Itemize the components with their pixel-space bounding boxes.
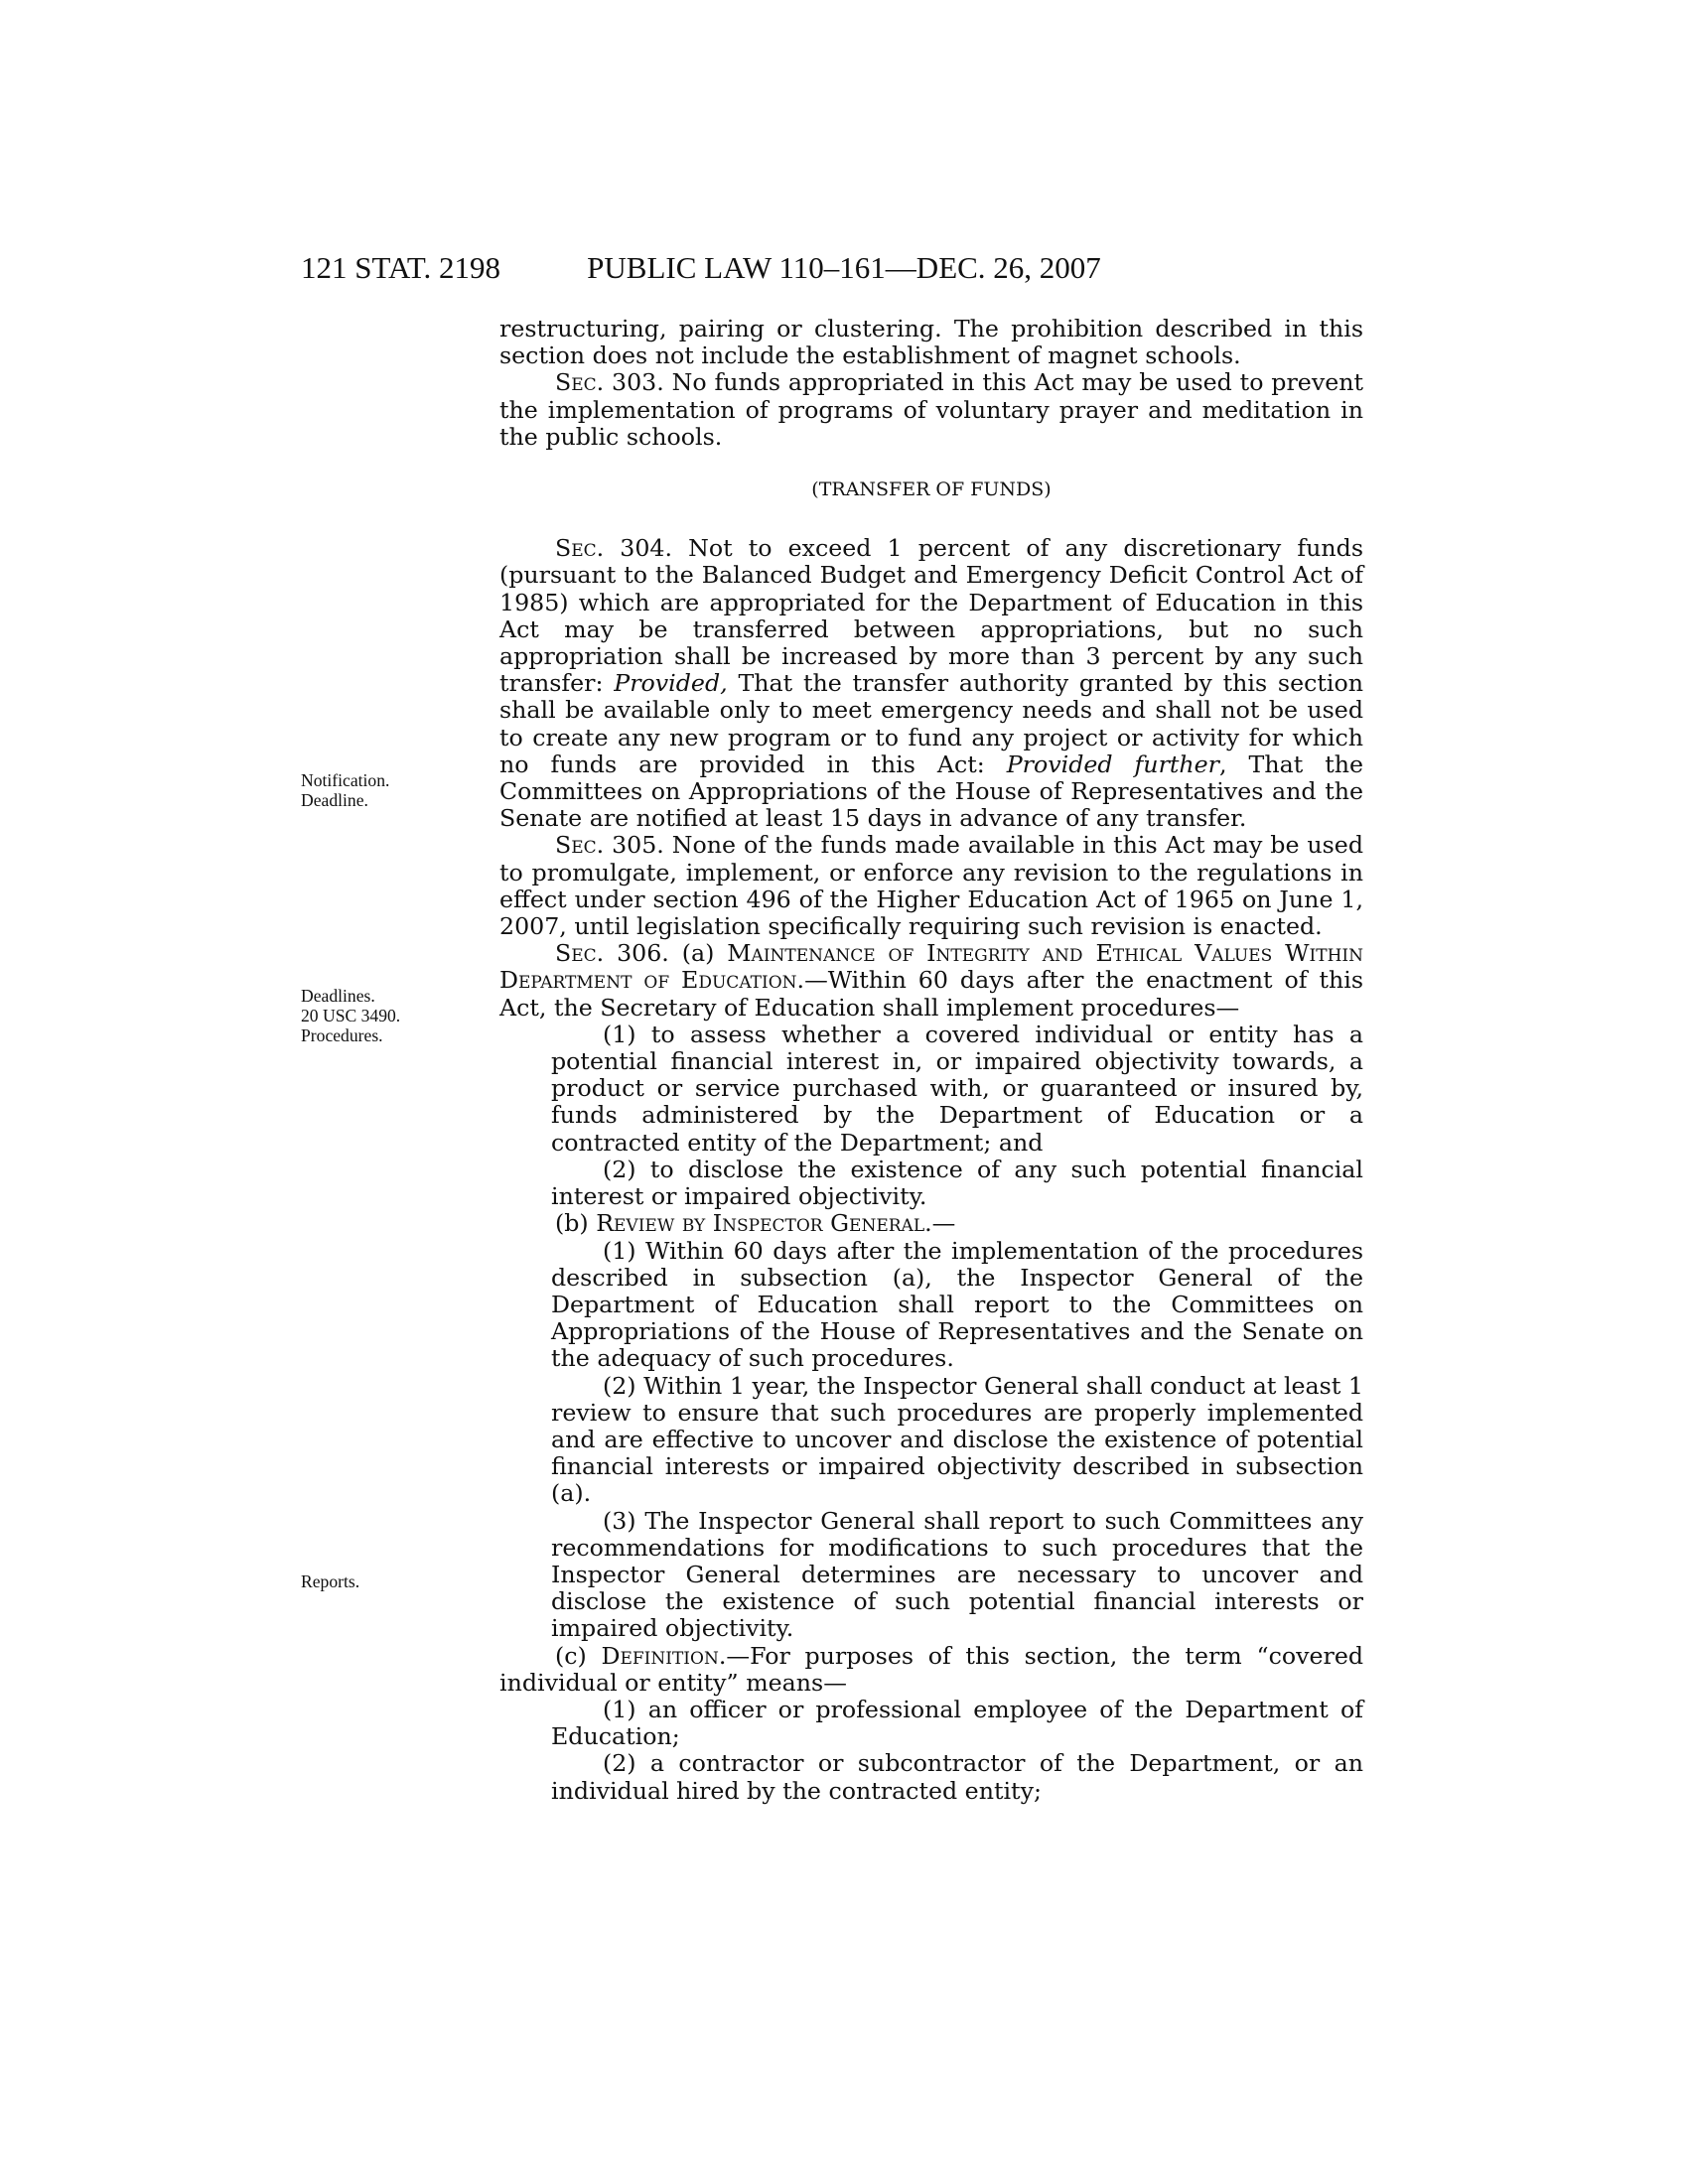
section-text: —For purposes of this section, the term “covered individual or entity” means— — [499, 1641, 1364, 1697]
paragraph-a1: (1) to assess whether a covered individual or entity has a potential financial interest in, or impaired objectivity towards, a product or service purchased with, or guaranteed or insured by, funds administered by the Department of Education or a contracted entity of the Department; and — [551, 1020, 1363, 1157]
section-label: Sec. 305. — [555, 831, 664, 860]
statute-citation: 121 STAT. 2198 — [301, 250, 501, 285]
paragraph-b2: (2) Within 1 year, the Inspector General shall conduct at least 1 review to ensure that such procedures are properly implemented and are effective to uncover and disclose the existence of potential financial interests or impaired objectivity described in subsection (a). — [551, 1371, 1363, 1508]
section-label: Sec. 306. — [555, 939, 669, 968]
section-text: —Within 60 days after the enactment of this Act, the Secretary of Education shall implement procedures— — [499, 966, 1363, 1022]
section-text: That the transfer authority granted by this section shall be available only to meet emergency needs and shall not be used to create any new program or to fund any project or activity for which no funds are provided in this Act: — [499, 669, 1363, 778]
document-body — [499, 316, 1363, 1805]
margin-note-text: Reports. — [301, 1571, 360, 1591]
margin-note-text: Deadline. — [301, 790, 368, 810]
paragraph-c1: (1) an officer or professional employee of the Department of Education; — [551, 1695, 1363, 1751]
section-306-a — [499, 940, 1363, 1022]
subsection-heading: Review by Inspector General. — [596, 1209, 932, 1238]
paragraph-b3: (3) The Inspector General shall report to such Committees any recommendations for modifications to such procedures that the Inspector General determines are necessary to uncover and disclose the existence of such potential financial interests or impaired objectivity. — [551, 1506, 1363, 1643]
margin-note-text: Notification. — [301, 770, 390, 790]
margin-note-text: Deadlines. — [301, 986, 375, 1006]
subsection-heading: Definition. — [601, 1641, 727, 1670]
subsection-prefix: (a) — [668, 939, 728, 968]
section-text: None of the funds made available in this Act may be used to promulgate, implement, or enforce any revision to the regulations in effect under section 496 of the Higher Education Act of 1965 on June 1, 2007, until legislation specifically requiring such revision is enacted. — [499, 831, 1363, 941]
paragraph — [499, 316, 1363, 369]
subsection-prefix: (c) — [555, 1641, 602, 1670]
section-303 — [499, 369, 1363, 451]
subsection-heading: Maintenance of Integrity and Ethical Values Within Department of Education. — [499, 939, 1363, 995]
section-text: , That the Committees on Appropriations of the House of Representatives and the Senate are notified at least 15 days in advance of any transfer. — [499, 750, 1364, 833]
subsection-dash: — — [931, 1209, 956, 1238]
subsection-b — [499, 1210, 1363, 1237]
section-text: No funds appropriated in this Act may be used to prevent the implementation of programs of voluntary prayer and meditation in the public schools. — [499, 368, 1363, 451]
margin-note-text: Procedures. — [301, 1025, 383, 1045]
subsection-prefix: (b) — [555, 1209, 597, 1238]
margin-note-reports — [301, 1571, 359, 1591]
proviso: Provided, — [614, 669, 728, 698]
section-text: Not to exceed 1 percent of any discretionary funds (pursuant to the Balanced Budget and Emergency Deficit Control Act of 1985) which are appropriated for the Department of Education in this Act may be transferred between appropriations, but no such appropriation shall be increased by more than 3 percent by any such transfer: — [499, 534, 1363, 698]
subsection-c — [499, 1643, 1363, 1697]
margin-note-text: 20 USC 3490. — [301, 1006, 401, 1025]
proviso: Provided further — [1006, 750, 1220, 778]
paragraph-c2: (2) a contractor or subcontractor of the Department, or an individual hired by the contracted entity; — [551, 1749, 1363, 1805]
section-label: Sec. 303. — [555, 368, 664, 397]
transfer-heading: (TRANSFER OF FUNDS) — [811, 478, 1052, 501]
margin-note-notification — [301, 770, 389, 810]
paragraph-a2: (2) to disclose the existence of any such potential financial interest or impaired objectivity. — [551, 1155, 1363, 1211]
page-header — [0, 250, 1688, 290]
section-label: Sec. 304. — [555, 534, 673, 563]
margin-note-deadlines — [301, 986, 400, 1045]
paragraph-text: restructuring, pairing or clustering. The prohibition described in this section does not include the establishment of magnet schools. — [499, 315, 1363, 370]
public-law-title: PUBLIC LAW 110–161—DEC. 26, 2007 — [587, 250, 1101, 285]
paragraph-b1: (1) Within 60 days after the implementation of the procedures described in subsection (a), the Inspector General of the Department of Education shall report to the Committees on Appropriations of the House of Representatives and the Senate on the adequacy of such procedures. — [551, 1236, 1363, 1373]
section-304 — [499, 535, 1363, 832]
section-305 — [499, 832, 1363, 940]
